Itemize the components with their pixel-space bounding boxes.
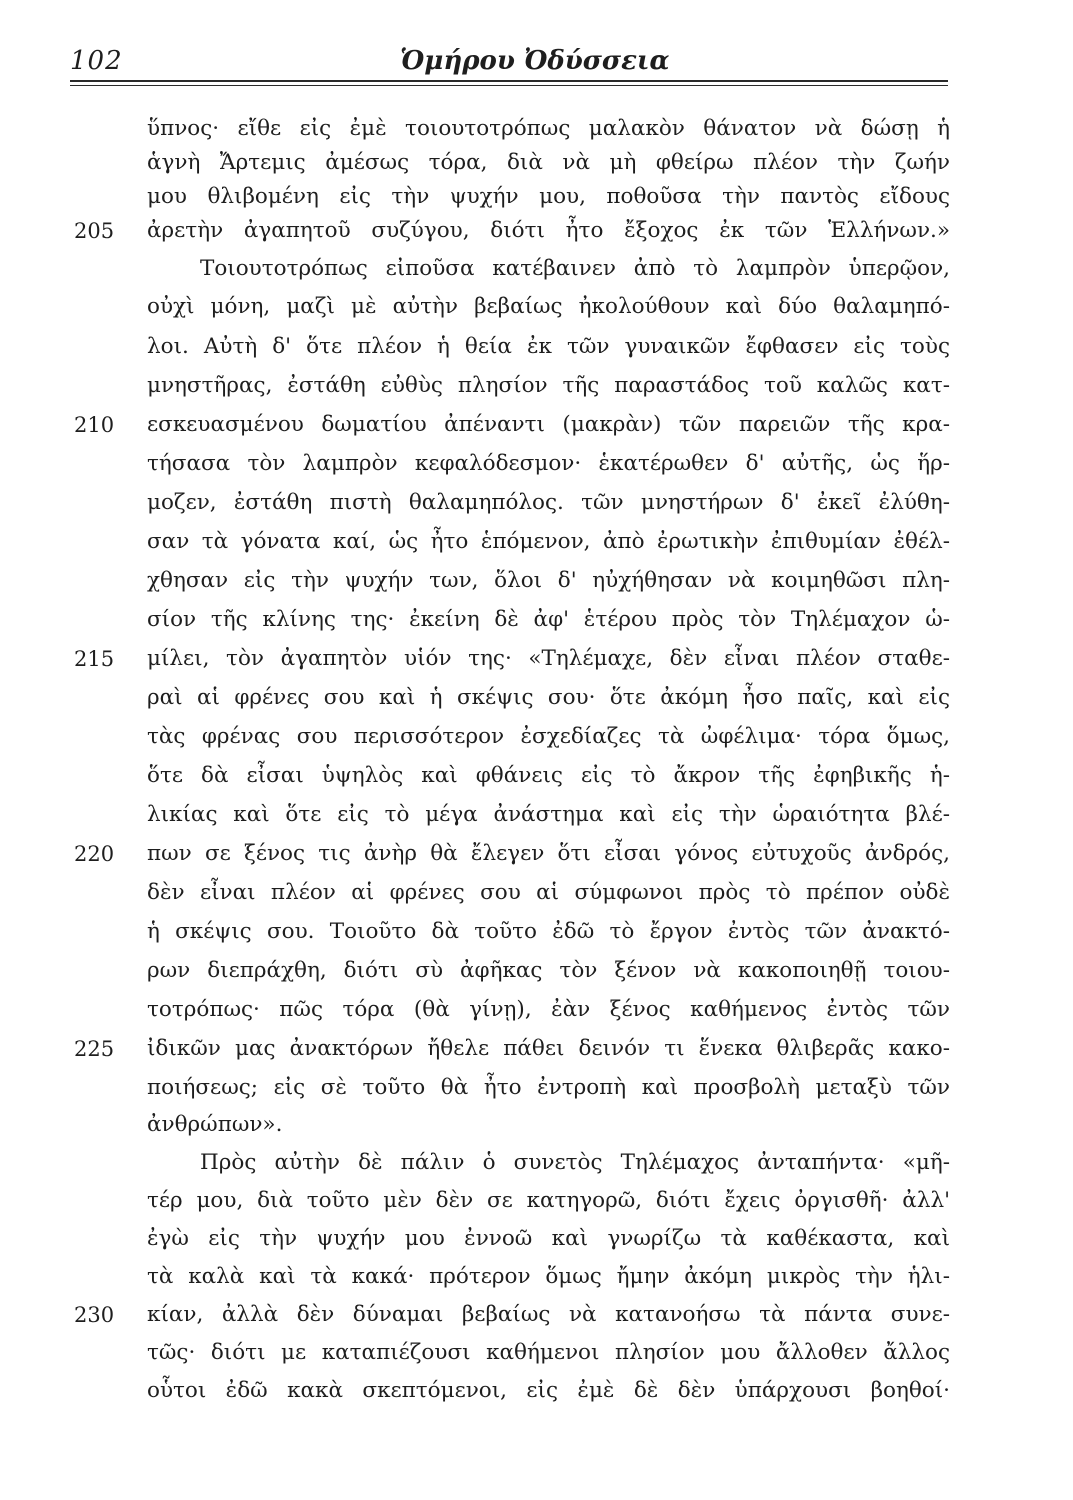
text-line: ἀνθρώπων». [147,1112,283,1137]
line-number: 215 [74,647,115,671]
text-line: ὅτε δὰ εἶσαι ὑψηλὸς καὶ φθάνεις εἰς τὸ ἄκρον τῆς ἐφηβικῆς ἡ- [147,763,950,788]
text-line: οὗτοι ἐδῶ κακὰ σκεπτόμενοι, εἰς ἐμὲ δὲ δὲν ὑπάρχουσι βοηθοί· [147,1378,950,1403]
text-line: Πρὸς αὐτὴν δὲ πάλιν ὁ συνετὸς Τηλέμαχος ἀνταπήντα· «μῆ- [200,1150,950,1175]
text-line: εσκευασμένου δωματίου ἀπέναντι (μακρὰν) τῶν παρειῶν τῆς κρα- [147,412,950,437]
text-line: ραὶ αἱ φρένες σου καὶ ἡ σκέψις σου· ὅτε ἀκόμη ἦσο παῖς, καὶ εἰς [147,685,950,710]
line-number: 230 [74,1303,115,1327]
text-line: Τοιουτοτρόπως εἰποῦσα κατέβαινεν ἀπὸ τὸ λαμπρὸν ὑπερῷον, [200,256,950,281]
text-line: μνηστῆρας, ἐστάθη εὐθὺς πλησίον τῆς παραστάδος τοῦ καλῶς κατ- [147,373,950,398]
text-line: ρων διεπράχθη, διότι σὺ ἀφῆκας τὸν ξένον νὰ κακοποιηθῇ τοιου- [147,958,950,983]
text-line: ὕπνος· εἴθε εἰς ἐμὲ τοιουτοτρόπως μαλακὸν θάνατον νὰ δώσῃ ἡ [147,116,950,141]
line-number: 205 [74,219,115,243]
running-title: Ὁμήρου Ὀδύσσεια [400,46,670,76]
text-line: σίον τῆς κλίνης της· ἐκείνη δὲ ἀφ' ἑτέρου πρὸς τὸν Τηλέμαχον ὡ- [147,607,950,632]
text-line: μου θλιβομένη εἰς τὴν ψυχήν μου, ποθοῦσα τὴν παντὸς εἴδους [147,184,950,209]
line-number: 210 [74,413,115,437]
text-line: πων σε ξένος τις ἀνὴρ θὰ ἔλεγεν ὅτι εἶσαι γόνος εὐτυχοῦς ἀνδρός, [147,841,950,866]
text-line: τῶς· διότι με καταπιέζουσι καθήμενοι πλησίον μου ἄλλοθεν ἄλλος [147,1340,950,1365]
text-line: τὰς φρένας σου περισσότερον ἐσχεδίαζες τὰ ὠφέλιμα· τόρα ὅμως, [147,724,950,749]
page-number: 102 [70,46,123,76]
text-line: τὰ καλὰ καὶ τὰ κακά· πρότερον ὅμως ἤμην ἀκόμη μικρὸς τὴν ἡλι- [147,1264,950,1289]
header-rule [70,80,948,82]
text-line: μίλει, τὸν ἀγαπητὸν υἱόν της· «Τηλέμαχε, δὲν εἶναι πλέον σταθε- [147,646,950,671]
text-line: ἡ σκέψις σου. Τοιοῦτο δὰ τοῦτο ἐδῶ τὸ ἔργον ἐντὸς τῶν ἀνακτό- [147,919,950,944]
text-line: μοζεν, ἐστάθη πιστὴ θαλαμηπόλος. τῶν μνηστήρων δ' ἐκεῖ ἐλύθη- [147,490,950,515]
text-line: κίαν, ἀλλὰ δὲν δύναμαι βεβαίως νὰ κατανοήσω τὰ πάντα συνε- [147,1302,950,1327]
line-number: 225 [74,1037,115,1061]
page-header [70,40,948,80]
line-number: 220 [74,842,115,866]
text-line: σαν τὰ γόνατα καί, ὡς ἦτο ἑπόμενον, ἀπὸ ἐρωτικὴν ἐπιθυμίαν ἐθέλ- [147,529,950,554]
text-line: ἐγὼ εἰς τὴν ψυχήν μου ἐννοῶ καὶ γνωρίζω τὰ καθέκαστα, καὶ [147,1226,950,1251]
text-line: ἁγνὴ Ἄρτεμις ἀμέσως τόρα, διὰ νὰ μὴ φθείρω πλέον τὴν ζωήν [147,150,950,175]
text-line: ἀρετὴν ἀγαπητοῦ συζύγου, διότι ἦτο ἔξοχος ἐκ τῶν Ἑλλήνων.» [147,218,950,243]
text-line: ἰδικῶν μας ἀνακτόρων ἤθελε πάθει δεινόν τι ἕνεκα θλιβερᾶς κακο- [147,1036,950,1061]
text-line: τέρ μου, διὰ τοῦτο μὲν δὲν σε κατηγορῶ, διότι ἔχεις ὀργισθῆ· ἀλλ' [147,1188,950,1213]
text-line: λοι. Αὐτὴ δ' ὅτε πλέον ἡ θεία ἐκ τῶν γυναικῶν ἔφθασεν εἰς τοὺς [147,334,950,359]
text-line: τήσασα τὸν λαμπρὸν κεφαλόδεσμον· ἑκατέρωθεν δ' αὐτῆς, ὡς ἥρ- [147,451,950,476]
text-line: λικίας καὶ ὅτε εἰς τὸ μέγα ἀνάστημα καὶ εἰς τὴν ὡραιότητα βλέ- [147,802,950,827]
text-line: ποιήσεως; εἰς σὲ τοῦτο θὰ ἦτο ἐντροπὴ καὶ προσβολὴ μεταξὺ τῶν [147,1075,950,1100]
text-line: τοτρόπως· πῶς τόρα (θὰ γίνῃ), ἐὰν ξένος καθήμενος ἐντὸς τῶν [147,997,950,1022]
text-line: δὲν εἶναι πλέον αἱ φρένες σου αἱ σύμφωνοι πρὸς τὸ πρέπον οὐδὲ [147,880,950,905]
text-line: οὐχὶ μόνη, μαζὶ μὲ αὐτὴν βεβαίως ἠκολούθουν καὶ δύο θαλαμηπό- [147,294,950,319]
header-rule-thin [70,85,948,86]
text-line: χθησαν εἰς τὴν ψυχήν των, ὅλοι δ' ηὐχήθησαν νὰ κοιμηθῶσι πλη- [147,568,950,593]
